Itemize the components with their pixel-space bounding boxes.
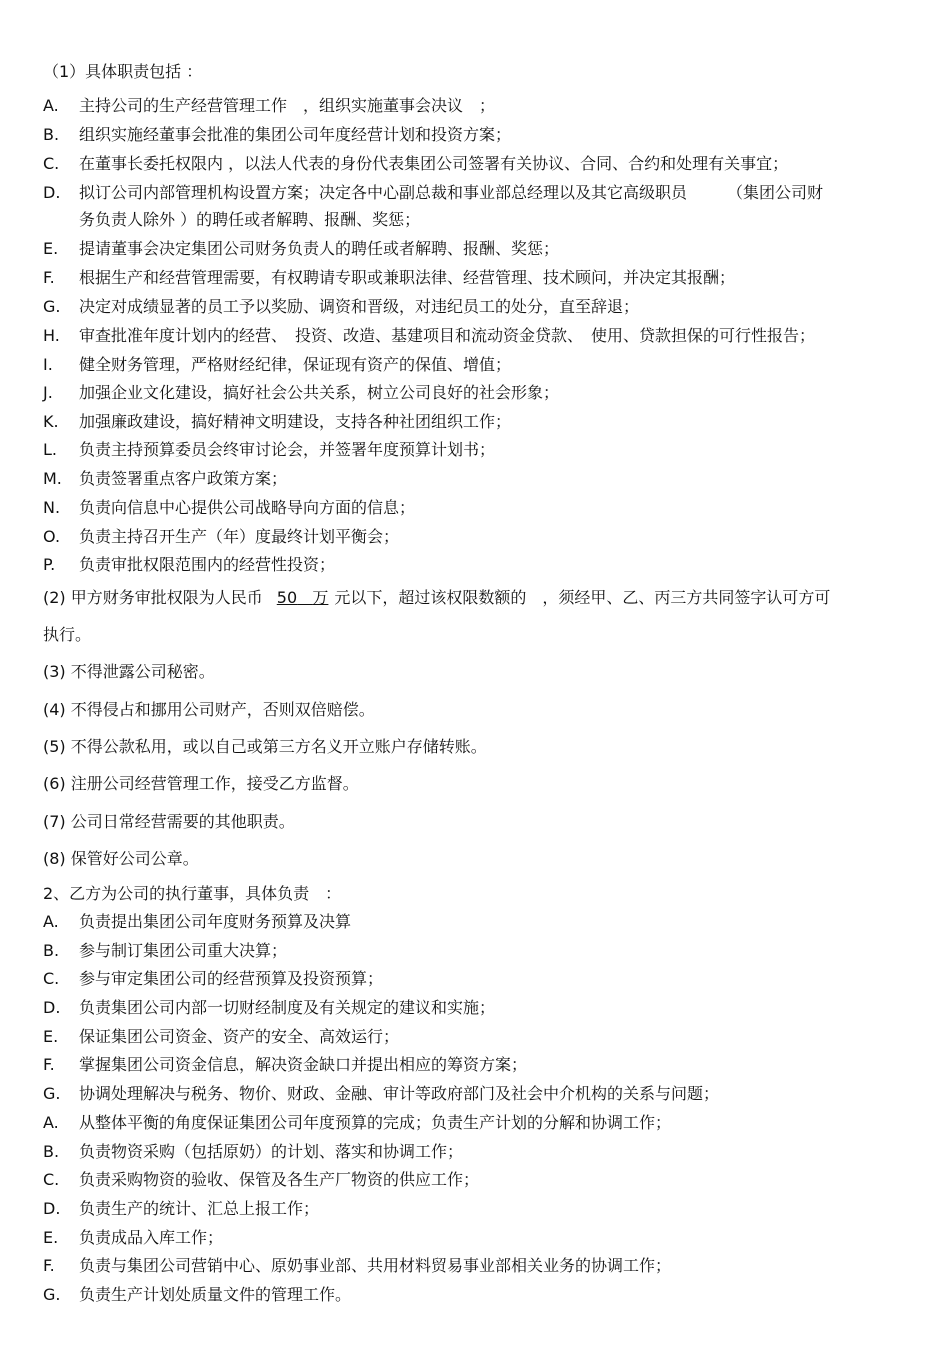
item-text: 负责主持预算委员会终审讨论会，并签署年度预算计划书； — [79, 440, 496, 459]
clause-8: (8) 保管好公司公章。 — [43, 849, 199, 868]
item-text: 决定对成绩显著的员工予以奖励、调资和晋级，对违纪员工的处分，直至辞退； — [79, 297, 640, 316]
clause-6: (6) 注册公司经营管理工作，接受乙方监督。 — [43, 774, 359, 793]
item-text: 负责采购物资的验收、保管及各生产厂物资的供应工作； — [79, 1170, 480, 1189]
item-label: B. — [43, 125, 60, 144]
item-text: 负责向信息中心提供公司战略导向方面的信息； — [79, 498, 416, 517]
approval-amount: 50 万 — [276, 588, 329, 607]
item-text: 从整体平衡的角度保证集团公司年度预算的完成；负责生产计划的分解和协调工作； — [79, 1113, 672, 1132]
list-item — [43, 124, 511, 146]
item-label: E. — [43, 1228, 59, 1247]
list-item — [43, 153, 788, 175]
clause-4: (4) 不得侵占和挪用公司财产，否则双倍赔偿。 — [43, 700, 375, 719]
clause-2 — [43, 587, 830, 609]
item-d-continuation: 务负责人除外 ）的聘任或者解聘、报酬、奖惩； — [79, 210, 421, 229]
item-label: E. — [43, 239, 59, 258]
item-label: G. — [43, 1285, 61, 1304]
list-item — [43, 940, 287, 962]
list-item — [43, 1255, 671, 1277]
item-text: 审查批准年度计划内的经营、 投资、改造、基建项目和流动资金贷款、 使用、贷款担保的可行性报告； — [79, 326, 816, 345]
list-item — [43, 911, 351, 933]
item-text: 负责集团公司内部一切财经制度及有关规定的建议和实施； — [79, 998, 496, 1017]
list-item — [43, 997, 495, 1019]
item-text: 参与制订集团公司重大决算； — [79, 941, 288, 960]
item-label: B. — [43, 1142, 60, 1161]
clause-7: (7) 公司日常经营需要的其他职责。 — [43, 812, 295, 831]
item-text: 提请董事会决定集团公司财务负责人的聘任或者解聘、报酬、奖惩； — [79, 239, 560, 258]
item-label: F. — [43, 268, 55, 287]
item-text: 根据生产和经营管理需要，有权聘请专职或兼职法律、经营管理、技术顾问，并决定其报酬； — [79, 268, 736, 287]
item-label: O. — [43, 527, 61, 546]
item-text: 加强廉政建设，搞好精神文明建设，支持各种社团组织工作； — [79, 412, 512, 431]
item-text: 负责与集团公司营销中心、原奶事业部、共用材料贸易事业部相关业务的协调工作； — [79, 1256, 672, 1275]
item-text: 掌握集团公司资金信息，解决资金缺口并提出相应的筹资方案； — [79, 1055, 528, 1074]
item-label: N. — [43, 498, 61, 517]
item-label: G. — [43, 297, 61, 316]
item-text: 保证集团公司资金、资产的安全、高效运行； — [79, 1027, 400, 1046]
item-label: E. — [43, 1027, 59, 1046]
item-label: P. — [43, 555, 56, 574]
list-item — [43, 1198, 319, 1220]
list-item — [43, 267, 735, 289]
item-label: F. — [43, 1256, 55, 1275]
section2-heading: 2、乙方为公司的执行董事，具体负责 ： — [43, 884, 342, 903]
list-item — [43, 968, 383, 990]
item-text: 负责成品入库工作； — [79, 1228, 224, 1247]
item-label: A. — [43, 1113, 59, 1132]
item-label: C. — [43, 1170, 60, 1189]
item-label: H. — [43, 326, 60, 345]
item-text: 组织实施经董事会批准的集团公司年度经营计划和投资方案； — [79, 125, 512, 144]
clause-2-prefix: (2) 甲方财务审批权限为人民币 — [43, 588, 263, 607]
item-label: F. — [43, 1055, 55, 1074]
item-text: 负责审批权限范围内的经营性投资； — [79, 555, 336, 574]
item-text: 负责生产的统计、汇总上报工作； — [79, 1199, 320, 1218]
section1-heading: （1）具体职责包括 ： — [43, 62, 203, 81]
item-label: C. — [43, 154, 60, 173]
item-label: D. — [43, 1199, 61, 1218]
list-item — [43, 468, 287, 490]
list-item — [43, 439, 495, 461]
clause-5: (5) 不得公款私用，或以自己或第三方名义开立账户存储转账。 — [43, 737, 487, 756]
item-text: 健全财务管理，严格财经纪律，保证现有资产的保值、增值； — [79, 355, 512, 374]
item-label: D. — [43, 998, 61, 1017]
list-item — [43, 325, 815, 347]
item-text: 负责物资采购（包括原奶）的计划、落实和协调工作； — [79, 1142, 464, 1161]
list-item — [43, 354, 511, 376]
list-item — [43, 182, 823, 204]
list-item — [43, 1227, 223, 1249]
item-label: A. — [43, 912, 59, 931]
list-item — [43, 1083, 719, 1105]
list-item — [43, 497, 415, 519]
list-item — [43, 296, 639, 318]
item-label: K. — [43, 412, 59, 431]
item-text: 主持公司的生产经营管理工作 ，组织实施董事会决议 ； — [79, 96, 496, 115]
list-item — [43, 1169, 479, 1191]
item-label: D. — [43, 183, 61, 202]
item-label: G. — [43, 1084, 61, 1103]
list-item — [43, 1284, 351, 1306]
item-text: 参与审定集团公司的经营预算及投资预算； — [79, 969, 384, 988]
item-text: 负责签署重点客户政策方案； — [79, 469, 288, 488]
list-item — [43, 1026, 399, 1048]
item-text: 加强企业文化建设，搞好社会公共关系，树立公司良好的社会形象； — [79, 383, 560, 402]
item-text: 协调处理解决与税务、物价、财政、金融、审计等政府部门及社会中介机构的关系与问题； — [79, 1084, 720, 1103]
list-item — [43, 1112, 671, 1134]
list-item — [43, 411, 511, 433]
item-label: A. — [43, 96, 59, 115]
item-label: J. — [43, 383, 53, 402]
item-text: 负责提出集团公司年度财务预算及决算 — [79, 912, 352, 931]
list-item — [43, 95, 495, 117]
list-item — [43, 1054, 527, 1076]
clause-2-suffix: 元以下，超过该权限数额的 ，须经甲、乙、丙三方共同签字认可方可 — [334, 588, 831, 607]
item-label: I. — [43, 355, 53, 374]
item-text: 在董事长委托权限内 ，以法人代表的身份代表集团公司签署有关协议、合同、合约和处理有关事宜； — [79, 154, 789, 173]
item-text: 负责主持召开生产（年）度最终计划平衡会； — [79, 527, 400, 546]
item-text: 负责生产计划处质量文件的管理工作。 — [79, 1285, 352, 1304]
item-label: M. — [43, 469, 62, 488]
list-item — [43, 554, 335, 576]
item-label: C. — [43, 969, 60, 988]
item-text: 拟订公司内部管理机构设置方案；决定各中心副总裁和事业部总经理以及其它高级职员 （集团公司财 — [79, 183, 824, 202]
item-label: B. — [43, 941, 60, 960]
clause-3: (3) 不得泄露公司秘密。 — [43, 662, 215, 681]
list-item — [43, 382, 559, 404]
list-item — [43, 238, 559, 260]
item-label: L. — [43, 440, 57, 459]
list-item — [43, 526, 399, 548]
list-item — [43, 1141, 463, 1163]
clause-2-continuation: 执行。 — [43, 625, 92, 644]
